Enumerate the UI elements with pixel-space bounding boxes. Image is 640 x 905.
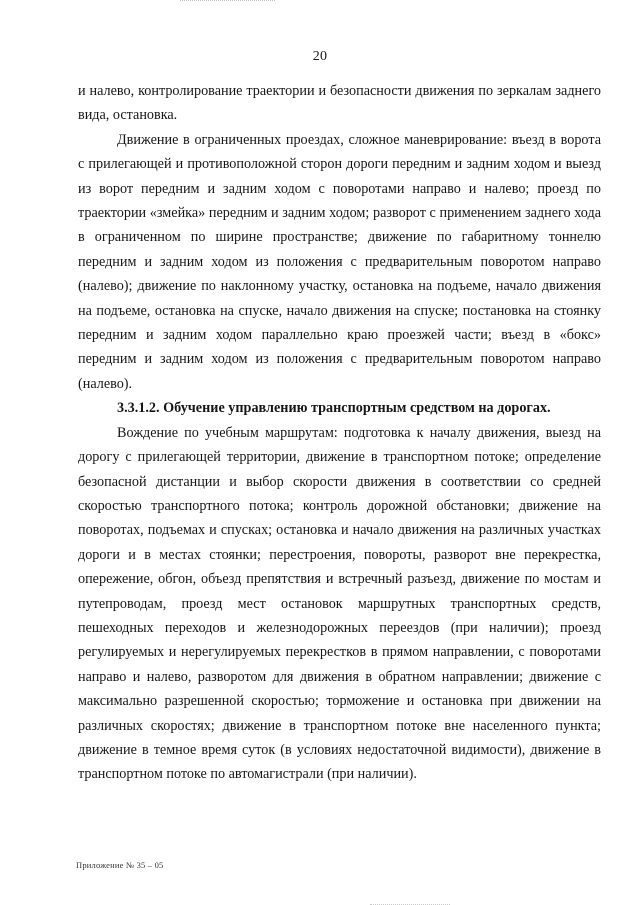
- section-heading: 3.3.1.2. Обучение управлению транспортным средством на дорогах.: [117, 400, 551, 417]
- paragraph-continuation: и налево, контролирование траектории и безопасности движения по зеркалам заднего вида, остановка.: [78, 83, 601, 124]
- paragraph-road-training: Вождение по учебным маршрутам: подготовка к началу движения, выезд на дорогу с прилегающей территории, движение в транспортном потоке; определение безопасной дистанции и выбор скорости движения в соответствии со средней скоростью транспортного потока; контроль дорожной обстановки; движение на поворотах, подъемах и спусках; остановка и начало движения на различных участках дороги и в местах стоянки; перестроения, повороты, разворот вне перекрестка, опережение, обгон, объезд препятствия и встречный разъезд, движение по мостам и путепроводам, проезд мест остановок маршрутных транспортных средств, пешеходных переходов и железнодорожных переездов (при наличии); проезд регулируемых и нерегулируемых перекрестков в прямом направлении, с поворотами направо и налево, разворотом для движения в обратном направлении; движение с максимально разрешенной скоростью; торможение и остановка при движении на различных скоростях; движение в транспортном потоке вне населенного пункта; движение в темное время суток (в условиях недостаточной видимости), движение в транспортном потоке по автомагистрали (при наличии).: [78, 424, 601, 783]
- footer-appendix-label: Приложение № 35 – 05: [76, 860, 164, 870]
- page-number: 20: [312, 49, 328, 64]
- scan-edge-mark-top: [180, 0, 275, 4]
- paragraph-restricted-driways: Движение в ограниченных проездах, сложное маневрирование: въезд в ворота с прилегающей и противоположной сторон дороги передним и задним ходом и выезд из ворот передним и задним ходом с поворотами направо и налево; проезд по траектории «змейка» передним и задним ходом; разворот с применением заднего хода в ограниченном по ширине пространстве; движение по габаритному тоннелю передним и задним ходом из положения с предварительным поворотом направо (налево); движение по наклонному участку, остановка на подъеме, начало движения на подъеме, остановка на спуске, начало движения на спуске; постановка на стоянку передним и задним ходом параллельно краю проезжей части; въезд в «бокс» передним и задним ходом из положения с предварительным поворотом направо (налево).: [78, 131, 601, 392]
- document-body: [78, 79, 601, 787]
